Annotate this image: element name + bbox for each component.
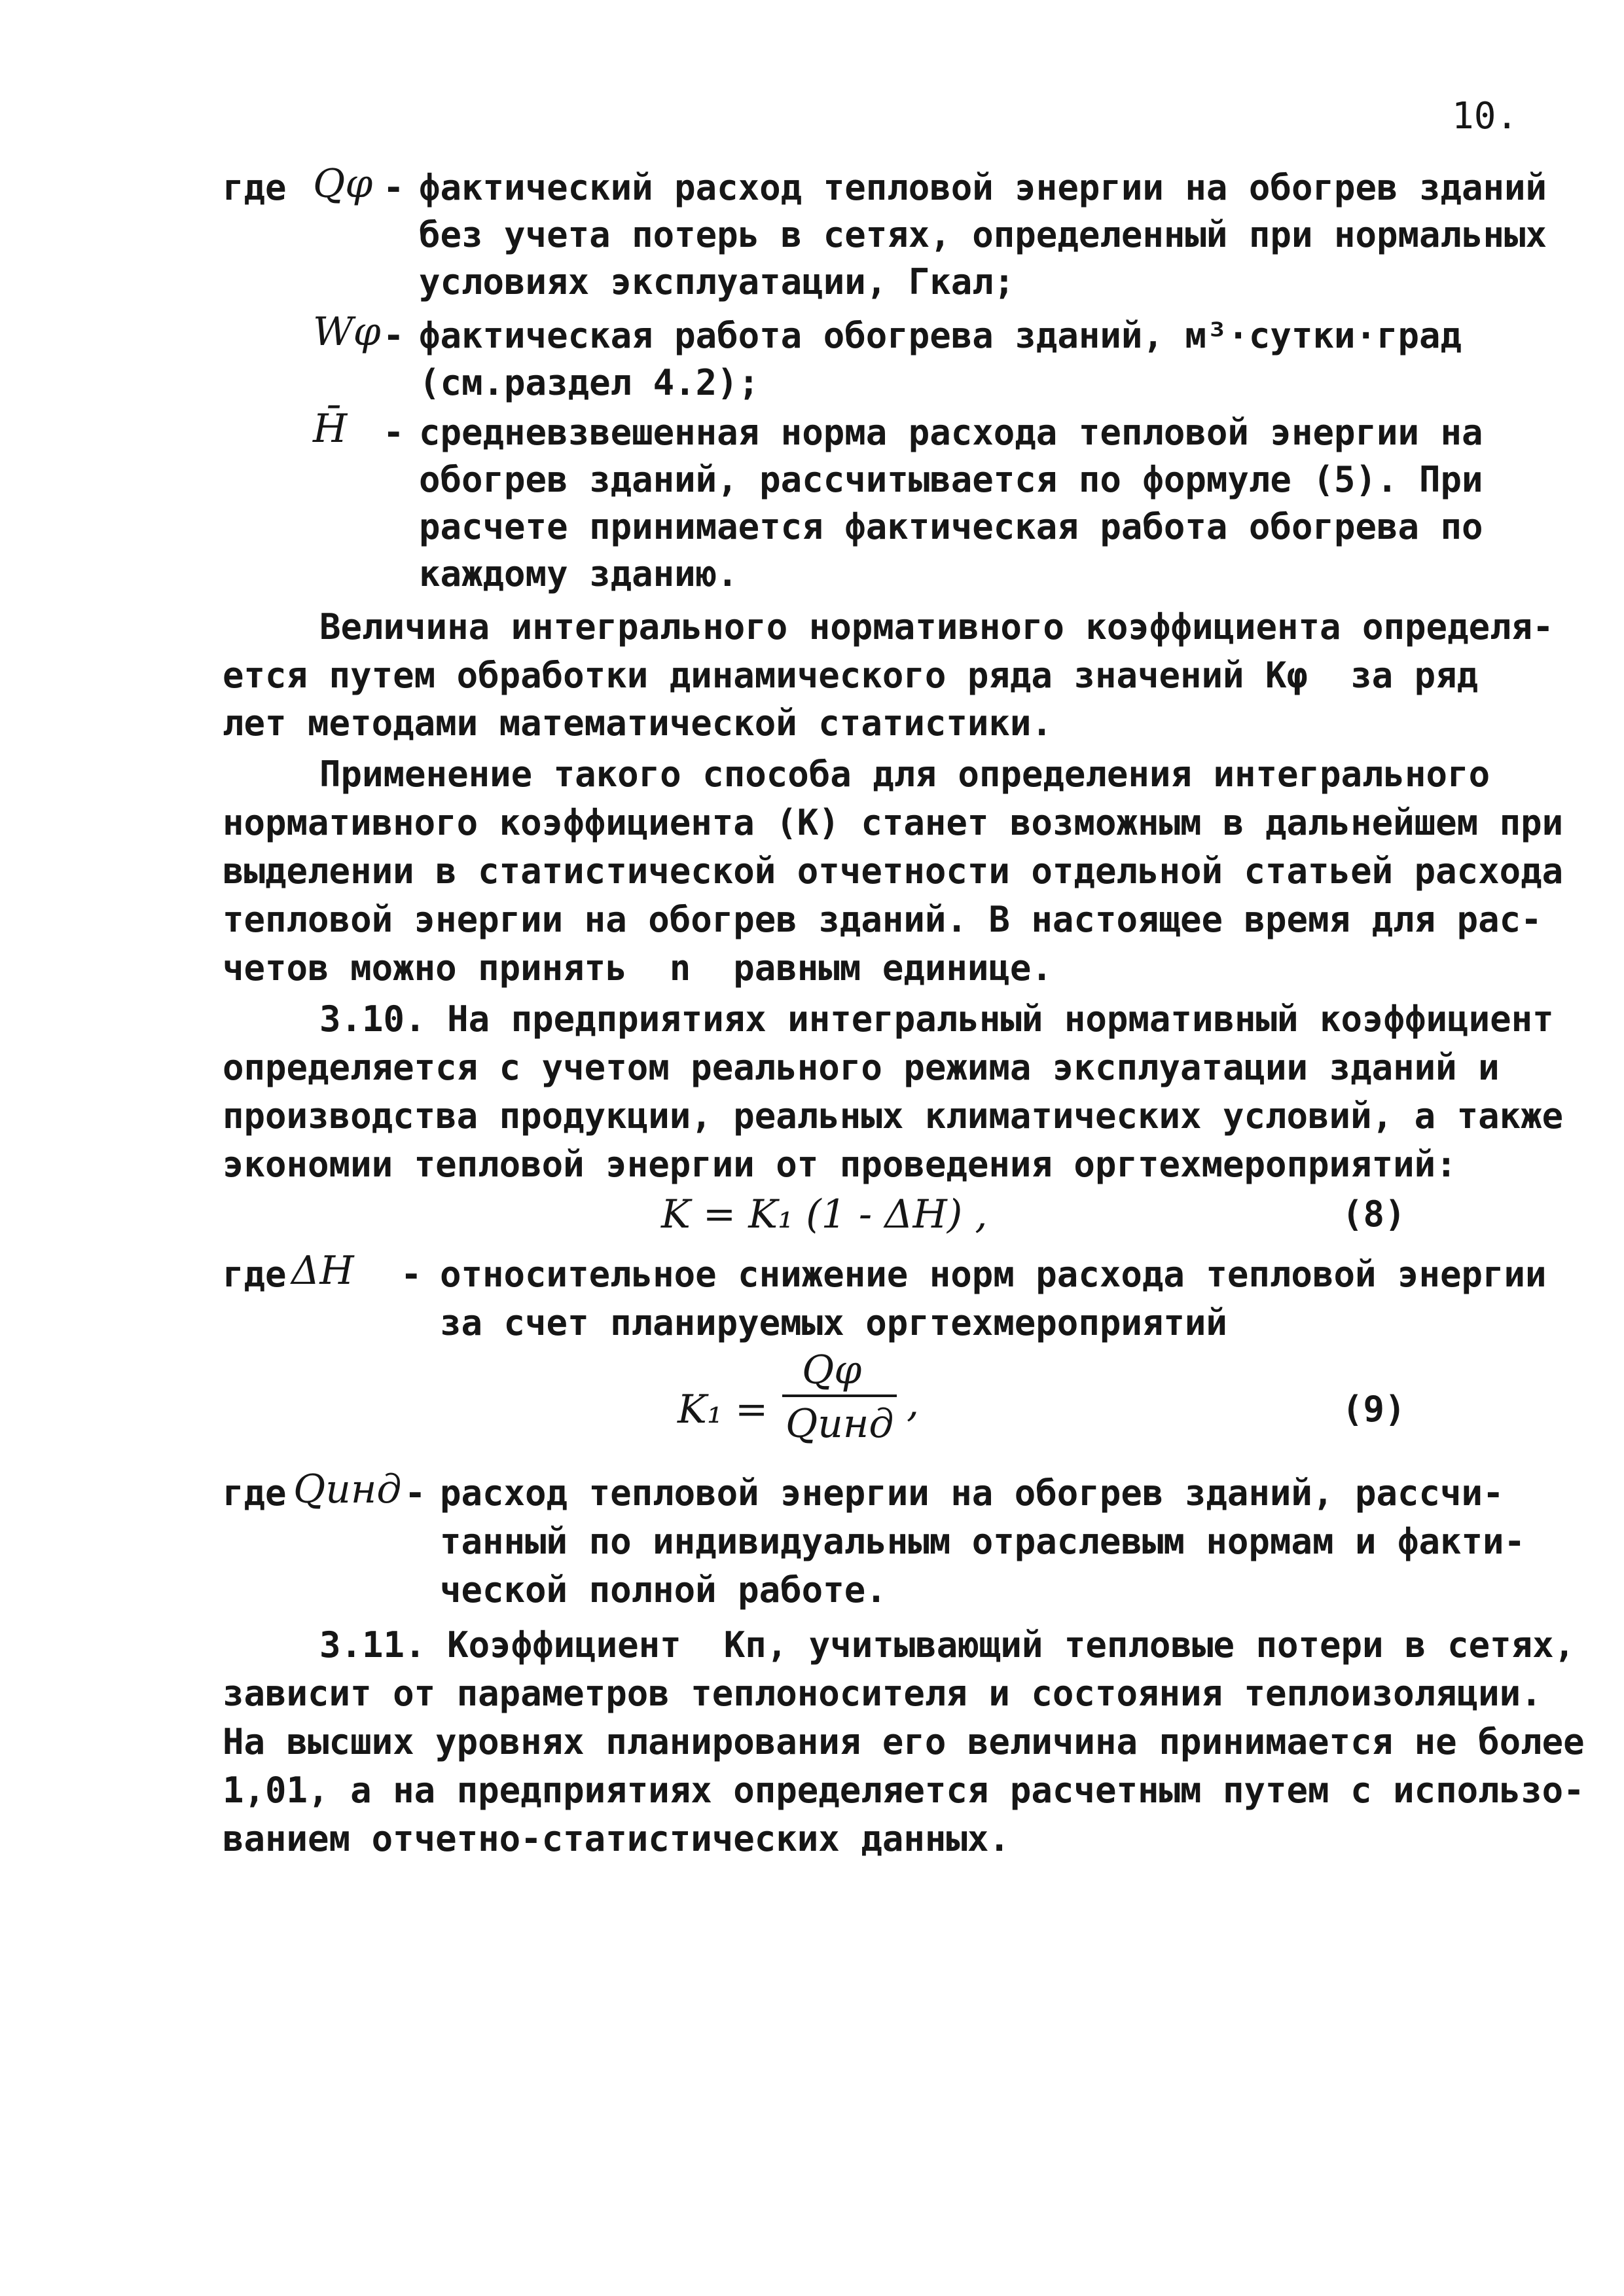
def-line: обогрев зданий, рассчитывается по формуле (5). При	[419, 459, 1483, 500]
def-line: расход тепловой энергии на обогрев зданий, рассчи-	[440, 1472, 1504, 1514]
formula-9-denominator: Qинд	[785, 1401, 894, 1447]
formula-9-numerator: Qφ	[802, 1347, 862, 1393]
fraction-bar	[782, 1394, 897, 1397]
def-line: ческой полной работе.	[440, 1569, 887, 1611]
paragraph-line: четов можно принять n равным единице.	[223, 947, 1053, 989]
section-3-11-line: 3.11. Коэффициент Kп, учитывающий тепловые потери в сетях,	[319, 1624, 1576, 1666]
def-line: без учета потерь в сетях, определенный при нормальных	[419, 214, 1547, 255]
paragraph-line: зависит от параметров теплоносителя и состояния теплоизоляции.	[223, 1673, 1542, 1714]
formula-9-lhs: K₁ =	[677, 1387, 768, 1432]
def-line: фактическая работа обогрева зданий, м³·сутки·град	[419, 315, 1462, 356]
section-3-10-line: 3.10. На предприятиях интегральный нормативный коэффициент	[319, 998, 1554, 1040]
paragraph-line: выделении в статистической отчетности отдельной статьей расхода	[223, 850, 1564, 892]
def-prefix: где	[223, 1472, 287, 1514]
paragraph-line: определяется с учетом реального режима эксплуатации зданий и	[223, 1047, 1500, 1088]
paragraph-line: 1,01, а на предприятиях определяется расчетным путем с использо-	[223, 1770, 1585, 1811]
symbol-delta-H: ΔH	[291, 1248, 354, 1294]
def-prefix: где	[223, 1254, 287, 1295]
paragraph-line: лет методами математической статистики.	[223, 702, 1053, 744]
paragraph-line: На высших уровнях планирования его величина принимается не более	[223, 1721, 1585, 1762]
paragraph-line: ванием отчетно-статистических данных.	[223, 1818, 1010, 1859]
formula-8: K = K₁ (1 - ΔH) ,	[661, 1192, 988, 1237]
def-line: фактический расход тепловой энергии на обогрев зданий	[419, 167, 1547, 208]
symbol-Q-fact: Qφ	[313, 161, 373, 207]
symbol-H-bar: H̄	[313, 406, 348, 452]
formula-9-comma: ,	[907, 1380, 920, 1426]
symbol-W-fact: Wφ	[313, 309, 381, 355]
paragraph-line: экономии тепловой энергии от проведения оргтехмероприятий:	[223, 1144, 1457, 1185]
def-dash: -	[383, 412, 405, 453]
def-line: за счет планируемых оргтехмероприятий	[440, 1302, 1227, 1343]
paragraph-line: тепловой энергии на обогрев зданий. В настоящее время для рас-	[223, 899, 1542, 940]
paragraph-line: нормативного коэффициента (K) станет возможным в дальнейшем при	[223, 802, 1564, 843]
paragraph-line: Применение такого способа для определения интегрального	[319, 754, 1490, 795]
page-number: 10.	[1452, 95, 1519, 137]
def-line: танный по индивидуальным отраслевым нормам и факти-	[440, 1521, 1526, 1562]
def-line: расчете принимается фактическая работа обогрева по	[419, 506, 1483, 547]
def-prefix: где	[223, 167, 287, 208]
formula-8-number: (8)	[1342, 1194, 1406, 1235]
def-line: средневзвешенная норма расхода тепловой энергии на	[419, 412, 1483, 453]
def-dash: -	[383, 315, 405, 356]
paragraph-line: ется путем обработки динамического ряда значений Kφ за ряд	[223, 655, 1479, 696]
def-line: (см.раздел 4.2);	[419, 362, 760, 403]
paragraph-line: производства продукции, реальных климатических условий, а также	[223, 1095, 1564, 1137]
def-dash: -	[405, 1472, 426, 1514]
def-line: относительное снижение норм расхода тепловой энергии	[440, 1254, 1547, 1295]
def-line: условиях эксплуатации, Гкал;	[419, 261, 1015, 302]
def-line: каждому зданию.	[419, 553, 738, 594]
formula-9-number: (9)	[1342, 1389, 1406, 1430]
def-dash: -	[401, 1254, 422, 1295]
symbol-Q-ind: Qинд	[293, 1467, 402, 1512]
def-dash: -	[383, 167, 405, 208]
paragraph-line: Величина интегрального нормативного коэффициента определя-	[319, 606, 1554, 647]
